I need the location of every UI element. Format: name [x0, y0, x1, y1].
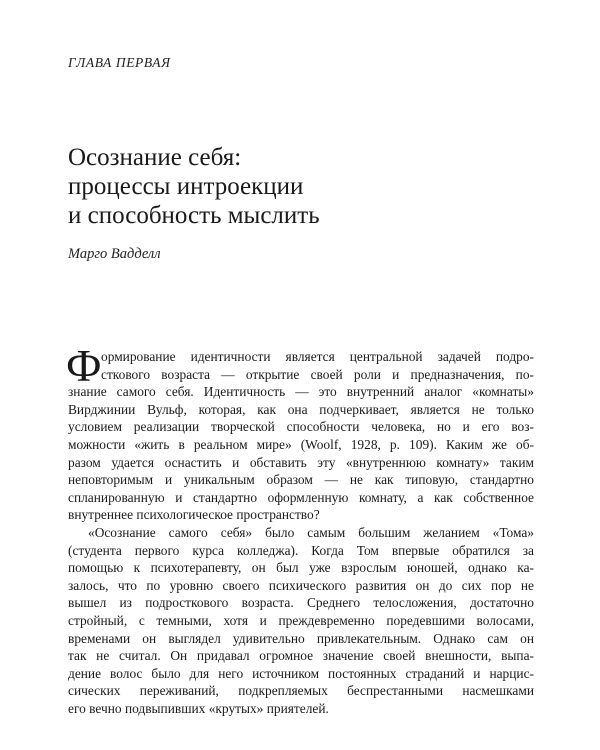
- chapter-label: ГЛАВА ПЕРВАЯ: [68, 55, 171, 70]
- text-line: его вечно подвыпивших «крутых» приятелей.: [68, 700, 329, 716]
- text-line: помощью к психотерапевту, он был уже взрослым юношей, однако ка-: [68, 560, 534, 576]
- drop-cap: Ф: [66, 341, 102, 391]
- text-line: стройный, с темными, хотя и преждевременно поредевшими волосами,: [68, 612, 534, 628]
- text-line: разом удается оснастить и обставить эту «внутреннюю комнату» таким: [68, 454, 534, 470]
- chapter-title: [68, 143, 538, 230]
- title-line: Осознание себя:: [68, 144, 242, 171]
- text-line: сткового возраста — открытие своей роли и предназначения, по-: [101, 366, 534, 382]
- text-line: дение волос было для него источником постоянных страданий и нарцис-: [68, 665, 534, 681]
- text-line: залось, что по уровню своего психического развития он до сих пор не: [68, 577, 534, 593]
- text-line: внутреннее психологическое пространство?: [68, 507, 320, 523]
- text-line: сических переживаний, подкрепляемых беспрестанными насмешками: [68, 683, 534, 699]
- text-line: (студента первого курса колледжа). Когда Том впервые обратился за: [68, 542, 534, 558]
- text-line: ормирование идентичности является центральной задачей подро-: [101, 349, 534, 364]
- text-line: вышел из подросткового возраста. Среднего телосложения, достаточно: [68, 595, 534, 611]
- text-line: «Осознание самого себя» было самым большим желанием «Тома»: [88, 524, 534, 540]
- text-line: условием реализации творческой способности человека, но и его воз-: [68, 419, 534, 435]
- body-text: [66, 341, 534, 717]
- author-name: Марго Вадделл: [68, 246, 161, 262]
- text-line: знание самого себя. Идентичность — это внутренний аналог «комнаты»: [68, 384, 534, 400]
- text-line: спланированную и стандартно оформленную комнату, а как собственное: [68, 489, 534, 505]
- text-line: можности «жить в реальном мире» (Woolf, 1928, p. 109). Каким же об-: [68, 436, 534, 452]
- title-line: процессы интроекции: [68, 173, 304, 200]
- text-line: временами он выглядел удивительно привлекательным. Однако сам он: [68, 630, 534, 646]
- text-line: неповторимым и уникальным образом — не как типовую, стандартно: [68, 472, 534, 488]
- text-line: Вирджинии Вульф, которая, как она подчеркивает, является не только: [68, 401, 534, 417]
- text-line: так не считал. Он придавал огромное значение своей внешности, выпа-: [68, 648, 534, 664]
- title-line: и способность мыслить: [68, 202, 320, 229]
